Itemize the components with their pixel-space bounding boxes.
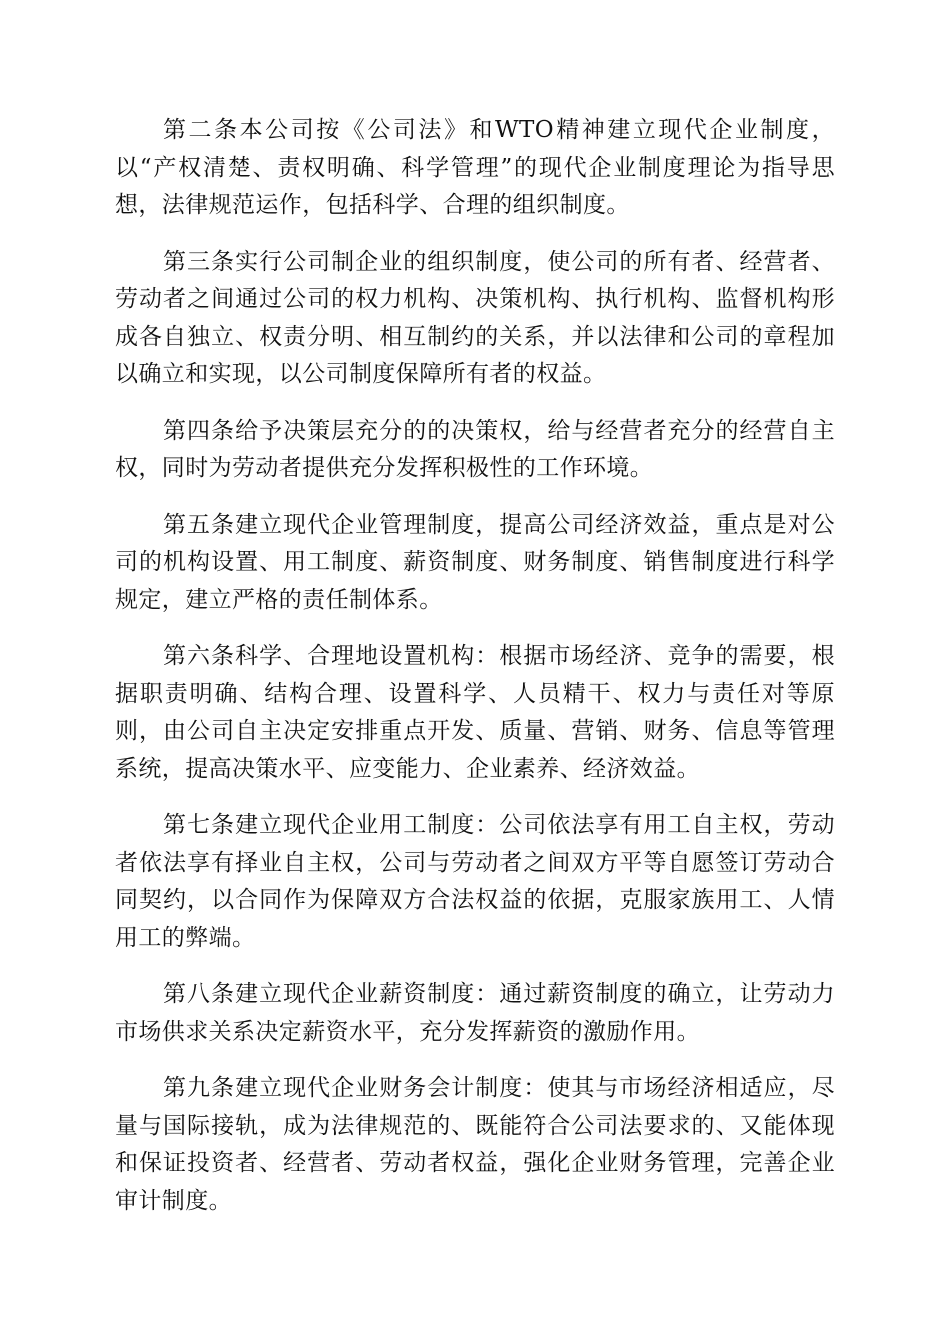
article-6-paragraph: 第六条科学、合理地设置机构：根据市场经济、竞争的需要，根据职责明确、结构合理、设置科学、人员精干、权力与责任对等原则，由公司自主决定安排重点开发、质量、营销、财务、信息等管理系统，提高决策水平、应变能力、企业素养、经济效益。 xyxy=(115,643,835,782)
article-2-paragraph: 第二条本公司按《公司法》和WTO精神建立现代企业制度，以“产权清楚、责权明确、科学管理”的现代企业制度理论为指导思想，法律规范运作，包括科学、合理的组织制度。 xyxy=(115,117,835,218)
article-7-paragraph: 第七条建立现代企业用工制度：公司依法享有用工自主权，劳动者依法享有择业自主权，公司与劳动者之间双方平等自愿签订劳动合同契约，以合同作为保障双方合法权益的依据，克服家族用工、人情用工的弊端。 xyxy=(115,812,835,951)
article-3-paragraph: 第三条实行公司制企业的组织制度，使公司的所有者、经营者、劳动者之间通过公司的权力机构、决策机构、执行机构、监督机构形成各自独立、权责分明、相互制约的关系，并以法律和公司的章程加以确立和实现，以公司制度保障所有者的权益。 xyxy=(115,248,835,387)
article-9-paragraph: 第九条建立现代企业财务会计制度：使其与市场经济相适应，尽量与国际接轨，成为法律规范的、既能符合公司法要求的、又能体现和保证投资者、经营者、劳动者权益，强化企业财务管理，完善企业审计制度。 xyxy=(115,1075,835,1214)
article-8-paragraph: 第八条建立现代企业薪资制度：通过薪资制度的确立，让劳动力市场供求关系决定薪资水平，充分发挥薪资的激励作用。 xyxy=(115,981,835,1045)
article-4-paragraph: 第四条给予决策层充分的的决策权，给与经营者充分的经营自主权，同时为劳动者提供充分发挥积极性的工作环境。 xyxy=(115,417,835,481)
article-5-paragraph: 第五条建立现代企业管理制度，提高公司经济效益，重点是对公司的机构设置、用工制度、薪资制度、财务制度、销售制度进行科学规定，建立严格的责任制体系。 xyxy=(115,511,835,613)
document-page xyxy=(115,112,835,1239)
